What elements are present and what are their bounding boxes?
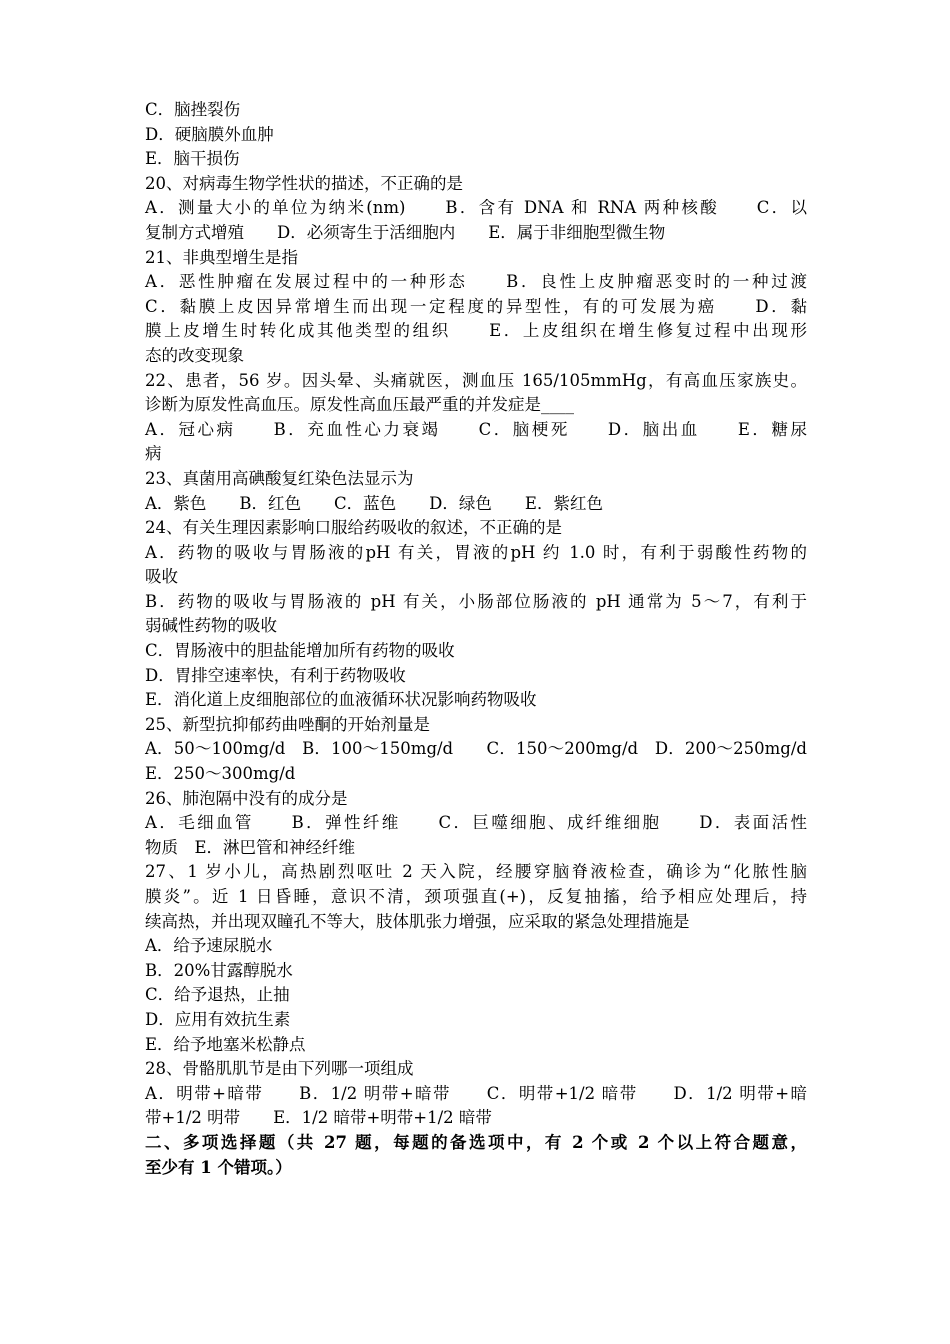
text-line: C．黏膜上皮因异常增生而出现一定程度的异型性，有的可发展为癌 D．黏 — [145, 296, 807, 316]
text-line: A．50～100mg/d B．100～150mg/d C．150～200mg/d D．200～250mg/d — [145, 739, 807, 759]
text-line: C．给予退热，止抽 — [145, 985, 290, 1005]
document-body — [145, 98, 807, 1180]
text-line: A．毛细血管 B．弹性纤维 C．巨噬细胞、成纤维细胞 D．表面活性 — [145, 813, 807, 833]
text-line: A．药物的吸收与胃肠液的pH 有关，胃液的pH 约 1.0 时，有利于弱酸性药物的 — [145, 542, 807, 562]
text-line: 诊断为原发性高血压。原发性高血压最严重的并发症是____ — [145, 395, 574, 415]
text-line: 20、对病毒生物学性状的描述，不正确的是 — [145, 173, 463, 193]
text-line: 吸收 — [145, 567, 178, 587]
section-heading-line-1: 二、多项选择题（共 27 题，每题的备选项中，有 2 个或 2 个以上符合题意， — [145, 1132, 807, 1152]
text-line: D．应用有效抗生素 — [145, 1009, 291, 1029]
text-line: E．消化道上皮细胞部位的血液循环状况影响药物吸收 — [145, 690, 537, 710]
text-line: C．胃肠液中的胆盐能增加所有药物的吸收 — [145, 641, 455, 661]
text-line: 26、肺泡隔中没有的成分是 — [145, 788, 348, 808]
text-line: C．脑挫裂伤 — [145, 100, 241, 119]
text-line: A．给予速尿脱水 — [145, 936, 273, 956]
text-line: 膜上皮增生时转化成其他类型的组织 E．上皮组织在增生修复过程中出现形 — [145, 321, 807, 341]
text-line: 21、非典型增生是指 — [145, 247, 298, 267]
text-line: 27、1 岁小儿，高热剧烈呕吐 2 天入院，经腰穿脑脊液检查，确诊为“化脓性脑 — [145, 862, 807, 882]
text-line: 态的改变现象 — [145, 345, 244, 365]
text-line: 23、真菌用高碘酸复红染色法显示为 — [145, 468, 414, 488]
text-line: A．恶性肿瘤在发展过程中的一种形态 B．良性上皮肿瘤恶变时的一种过渡 — [145, 272, 807, 292]
text-line: 膜炎”。近 1 日昏睡，意识不清，颈项强直(+)，反复抽搐，给予相应处理后，持 — [145, 887, 807, 906]
text-line: 物质 E．淋巴管和神经纤维 — [145, 837, 356, 857]
text-line: E．脑干损伤 — [145, 149, 240, 169]
text-line: 25、新型抗抑郁药曲唑酮的开始剂量是 — [145, 714, 430, 734]
section-heading-line-2: 至少有 1 个错项。） — [145, 1157, 292, 1177]
text-line: A．冠心病 B．充血性心力衰竭 C．脑梗死 D．脑出血 E．糖尿 — [145, 419, 807, 439]
text-line: 24、有关生理因素影响口服给药吸收的叙述，不正确的是 — [145, 518, 562, 538]
text-line: 带+1/2 明带 E．1/2 暗带+明带+1/2 暗带 — [145, 1108, 492, 1128]
text-line: B．药物的吸收与胃肠液的 pH 有关，小肠部位肠液的 pH 通常为 5～7，有利于 — [145, 591, 807, 611]
text-line: A．明带+暗带 B．1/2 明带+暗带 C．明带+1/2 暗带 D．1/2 明带+暗 — [145, 1083, 807, 1103]
text-line: 复制方式增殖 D．必须寄生于活细胞内 E．属于非细胞型微生物 — [145, 222, 666, 242]
text-line: D．硬脑膜外血肿 — [145, 124, 274, 144]
text-line: 28、骨骼肌肌节是由下列哪一项组成 — [145, 1059, 414, 1079]
text-line: 续高热，并出现双瞳孔不等大，肢体肌张力增强，应采取的紧急处理措施是 — [145, 911, 690, 931]
text-line: A．紫色 B．红色 C．蓝色 D．绿色 E．紫红色 — [145, 493, 603, 513]
text-line: E．给予地塞米松静点 — [145, 1034, 306, 1054]
text-line: D．胃排空速率快，有利于药物吸收 — [145, 665, 406, 685]
text-line: 弱碱性药物的吸收 — [145, 616, 277, 636]
text-line: 病 — [145, 444, 162, 464]
text-line: 22、患者，56 岁。因头晕、头痛就医，测血压 165/105mmHg，有高血压家族史。 — [145, 370, 807, 390]
text-line: E．250～300mg/d — [145, 764, 296, 784]
text-line: A．测量大小的单位为纳米(nm) B．含有 DNA 和 RNA 两种核酸 C．以 — [145, 198, 807, 218]
text-line: B．20%甘露醇脱水 — [145, 960, 293, 980]
